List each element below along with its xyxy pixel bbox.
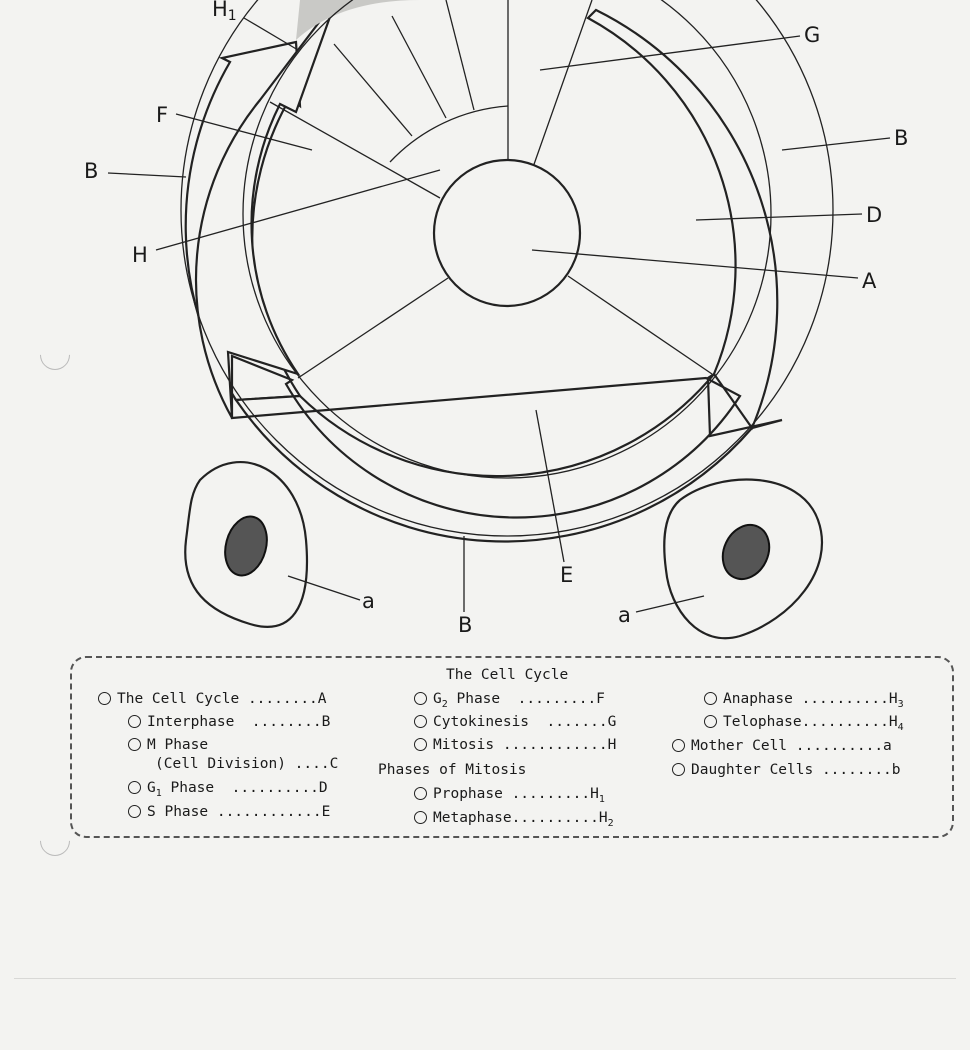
legend-item-s-phase[interactable]: S Phase ............E <box>128 803 330 821</box>
radio-icon[interactable] <box>414 715 427 728</box>
label-g: G <box>804 23 821 47</box>
label-e: E <box>560 563 574 587</box>
legend-item-g1-phase[interactable]: $G_1$ Phase ..........D <box>128 779 328 803</box>
label-b-left: B <box>84 159 99 183</box>
legend-item-daughter-cells[interactable]: Daughter Cells ........b <box>672 761 901 779</box>
legend-item-telophase[interactable]: $Telophase..........H_4$ <box>704 713 904 737</box>
legend-title: The Cell Cycle <box>446 667 569 683</box>
center-circle <box>434 160 580 306</box>
label-a-right: a <box>618 603 631 627</box>
radio-icon[interactable] <box>128 781 141 794</box>
legend-phases-heading: Phases of Mitosis <box>378 762 527 778</box>
leader-b-left <box>108 173 186 177</box>
leader-h1 <box>244 18 298 50</box>
legend-item-mitosis[interactable]: Mitosis ............H <box>414 736 616 754</box>
sector-line-1 <box>270 102 440 198</box>
radio-icon[interactable] <box>704 692 717 705</box>
label-h: H <box>132 243 148 267</box>
sector-line-3 <box>568 276 712 374</box>
legend-item-g2-phase[interactable]: $G_2$ Phase .........F <box>414 690 605 714</box>
label-a: A <box>862 269 877 293</box>
leader-b-right <box>782 138 890 150</box>
radio-icon[interactable] <box>414 811 427 824</box>
legend-item-cell-cycle[interactable]: The Cell Cycle ........A <box>98 690 327 708</box>
legend-item-prophase[interactable]: Prophase $.........H_1$ <box>414 785 605 809</box>
m-phase-wedge-2 <box>392 16 446 118</box>
legend-item-cell-division: (Cell Division) ....C <box>155 756 339 772</box>
radio-icon[interactable] <box>414 787 427 800</box>
page-bottom-rule <box>14 978 956 979</box>
label-d: D <box>866 203 883 227</box>
legend-item-metaphase[interactable]: $Metaphase..........H_2$ <box>414 809 614 833</box>
m-phase-inner-arc <box>390 106 508 162</box>
legend-item-interphase[interactable]: Interphase ........B <box>128 713 330 731</box>
legend-box <box>70 656 954 838</box>
radio-icon[interactable] <box>672 739 685 752</box>
radio-icon[interactable] <box>128 805 141 818</box>
label-h1: H1 <box>212 0 237 24</box>
radio-icon[interactable] <box>98 692 111 705</box>
radio-icon[interactable] <box>672 763 685 776</box>
legend-item-mother-cell[interactable]: Mother Cell ..........a <box>672 737 892 755</box>
radio-icon[interactable] <box>414 738 427 751</box>
legend-item-cytokinesis[interactable]: Cytokinesis .......G <box>414 713 616 731</box>
label-b-bottom: B <box>458 613 473 637</box>
label-a-left: a <box>362 589 375 613</box>
m-phase-wedge-1 <box>334 44 412 136</box>
sector-line-2 <box>298 278 448 378</box>
label-f: F <box>156 103 169 127</box>
radio-icon[interactable] <box>128 738 141 751</box>
outer-ring-top-band <box>588 10 777 428</box>
leader-d <box>696 214 862 220</box>
sector-line-5 <box>532 0 592 170</box>
leader-a <box>532 250 858 278</box>
radio-icon[interactable] <box>414 692 427 705</box>
radio-icon[interactable] <box>704 715 717 728</box>
radio-icon[interactable] <box>128 715 141 728</box>
legend-item-m-phase[interactable]: M Phase <box>128 736 208 754</box>
m-phase-wedge-3 <box>446 0 474 110</box>
label-b-right: B <box>894 126 909 150</box>
legend-item-anaphase[interactable]: Anaphase $..........H_3$ <box>704 690 904 714</box>
